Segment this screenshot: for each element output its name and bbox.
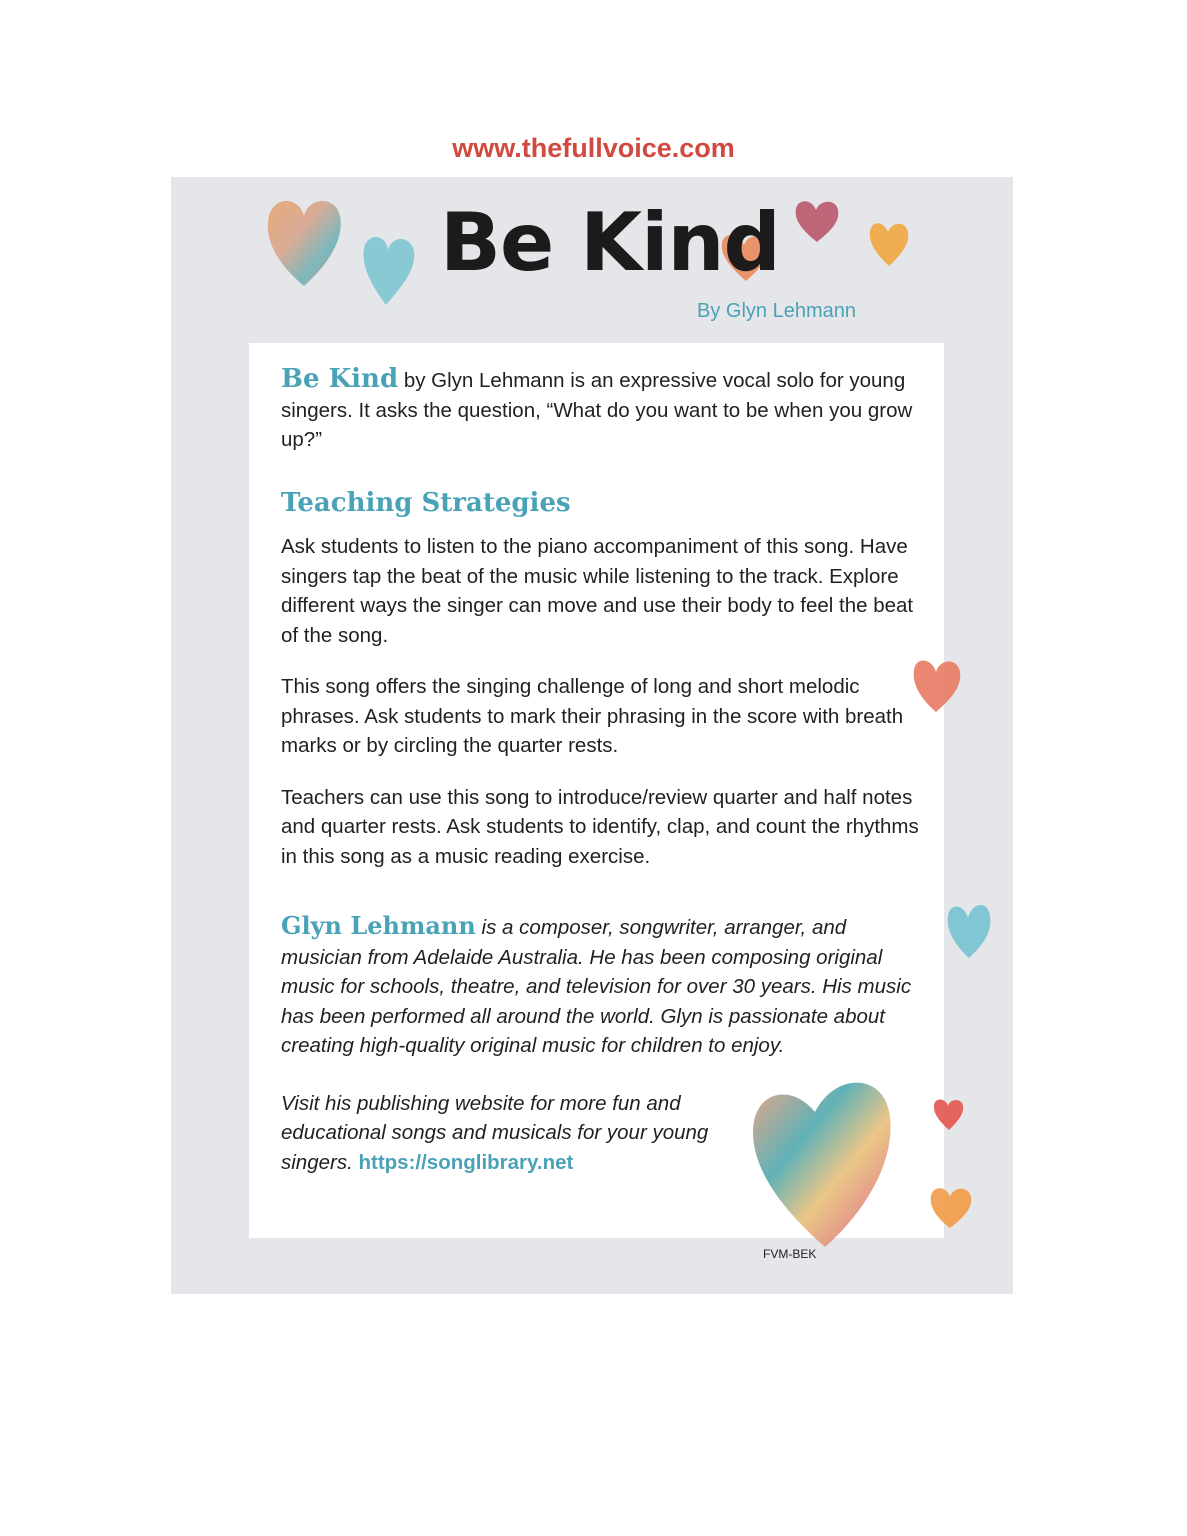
teaching-paragraph-2: This song offers the singing challenge of long and short melodic phrases. Ask students to mark their phrasing in the score with breath marks or by circling the quarter rests. — [281, 675, 904, 757]
blue-heart-icon — [356, 220, 422, 310]
red-heart-icon-small — [930, 1093, 968, 1133]
intro-text: by Glyn Lehmann is an expressive vocal solo for young singers. It asks the question, “What do you want to be when you grow up?” — [281, 369, 913, 451]
intro-title: Be Kind — [281, 364, 399, 394]
product-code: FVM-BEK — [763, 1247, 817, 1261]
bio-text: is a composer, songwriter, arranger, and musician from Adelaide Australia. He has been composing original music for schools, theatre, and television for over 30 years. His music has been performed all around the world. Glyn is passionate about creating high-quality original music for children to enjoy. — [281, 916, 912, 1057]
byline: By Glyn Lehmann — [697, 300, 856, 322]
blue-heart-icon-side — [942, 892, 996, 962]
teaching-paragraph-3: Teachers can use this song to introduce/review quarter and half notes and quarter rests. Ask students to identify, clap, and count the rhythms in this song as a music reading exercise. — [281, 785, 919, 868]
watercolor-heart-icon-large-left — [264, 191, 344, 291]
visit-text: Visit his publishing website for more fun and educational songs and musicals for your young singers. — [281, 1091, 709, 1174]
song-title: Be Kind — [440, 196, 780, 289]
intro-paragraph — [281, 365, 921, 455]
teaching-heading: Teaching Strategies — [281, 487, 571, 518]
orange-heart-icon-small — [925, 1180, 975, 1232]
visit-paragraph — [281, 1089, 751, 1178]
teaching-paragraph-1: Ask students to listen to the piano accompaniment of this song. Have singers tap the beat of the music while listening to the track. Explore different ways the singer can move and use their body to feel the beat of the song. — [281, 535, 914, 647]
bio-paragraph — [281, 911, 921, 1061]
yellow-heart-icon-top — [864, 214, 914, 270]
pink-heart-icon-top — [790, 192, 845, 247]
watercolor-heart-icon-large-bottom — [745, 1062, 895, 1252]
songlibrary-link[interactable]: https://songlibrary.net — [358, 1150, 574, 1174]
site-url[interactable]: www.thefullvoice.com — [452, 133, 735, 163]
coral-heart-icon-side — [908, 650, 964, 716]
bio-name: Glyn Lehmann — [281, 911, 476, 940]
